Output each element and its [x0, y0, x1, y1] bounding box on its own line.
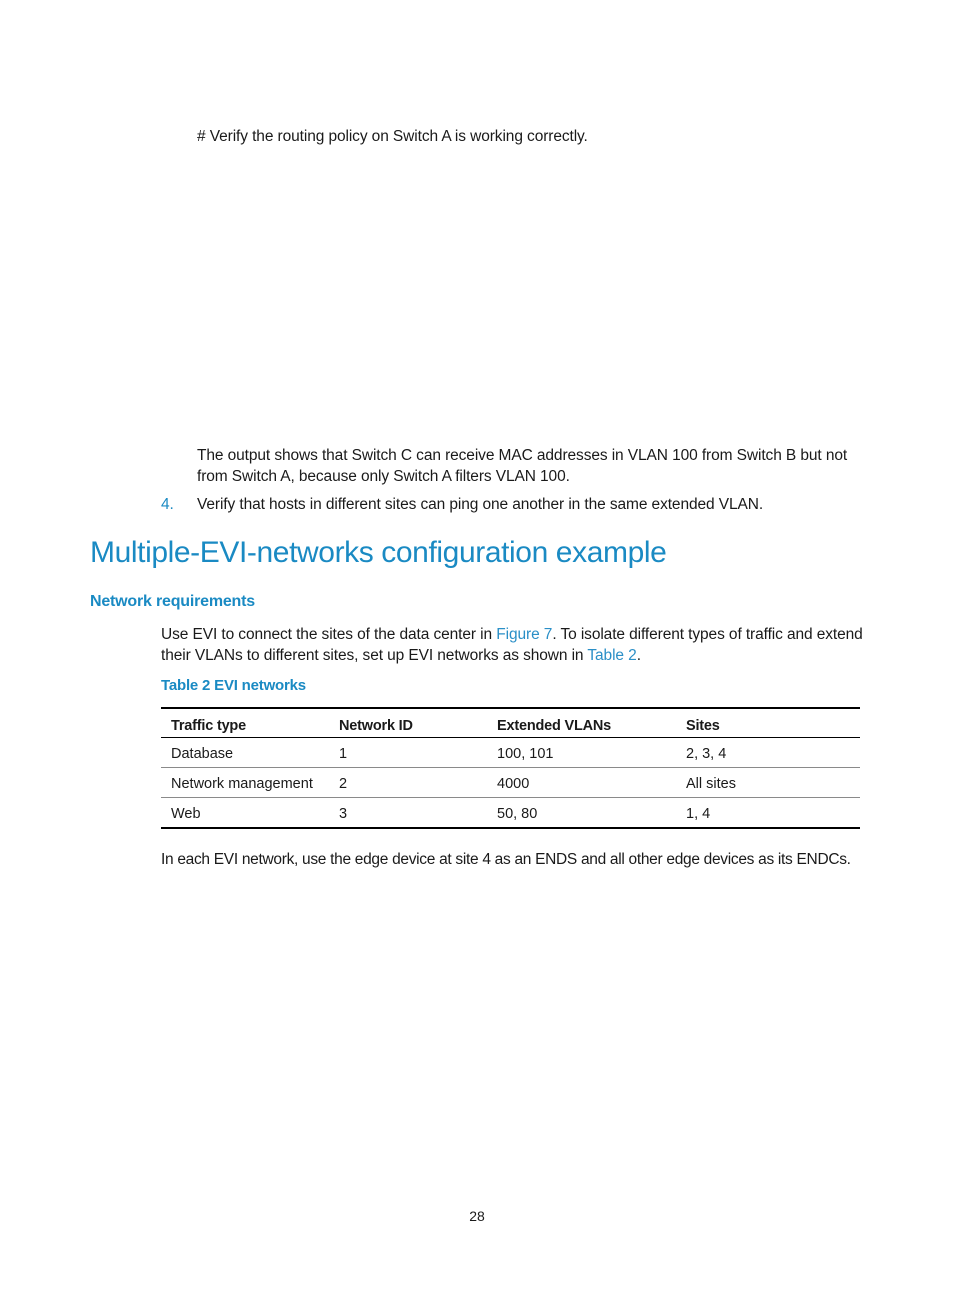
output-note-line-2: from Switch A, because only Switch A filters VLAN 100.	[197, 468, 570, 485]
requirements-text: .	[636, 647, 641, 664]
requirements-text: . To isolate different types of traffic and extend	[552, 626, 863, 643]
cell-network-id: 2	[329, 768, 487, 798]
table-link[interactable]: Table 2	[587, 647, 637, 664]
header-traffic-type: Traffic type	[161, 708, 329, 738]
figure-link[interactable]: Figure 7	[496, 626, 553, 643]
requirements-text: Use EVI to connect the sites of the data center in	[161, 626, 497, 643]
requirements-line-1	[161, 624, 871, 645]
step-text: Verify that hosts in different sites can ping one another in the same extended VLAN.	[197, 496, 764, 513]
table-row	[161, 768, 860, 798]
table-row	[161, 738, 860, 768]
section-heading: Multiple-EVI-networks configuration example	[90, 536, 667, 569]
cell-sites: 2, 3, 4	[676, 738, 860, 768]
cell-network-id: 3	[329, 798, 487, 829]
verify-comment: # Verify the routing policy on Switch A is working correctly.	[197, 128, 588, 145]
requirements-line-2	[161, 645, 871, 666]
step-4	[161, 494, 881, 515]
cell-traffic-type: Database	[161, 738, 329, 768]
header-sites: Sites	[676, 708, 860, 738]
step-number: 4.	[161, 496, 174, 513]
table-row	[161, 798, 860, 829]
cell-traffic-type: Web	[161, 798, 329, 829]
page-number: 28	[469, 1208, 485, 1224]
evi-networks-table	[161, 707, 860, 829]
cell-traffic-type: Network management	[161, 768, 329, 798]
output-note-line-1: The output shows that Switch C can receive MAC addresses in VLAN 100 from Switch B but not	[197, 447, 848, 464]
header-network-id: Network ID	[329, 708, 487, 738]
closing-paragraph: In each EVI network, use the edge device at site 4 as an ENDS and all other edge devices as its ENDCs.	[161, 851, 851, 868]
cell-sites: 1, 4	[676, 798, 860, 829]
header-extended-vlans: Extended VLANs	[487, 708, 676, 738]
evi-table-wrapper	[161, 707, 860, 829]
cell-extended-vlans: 4000	[487, 768, 676, 798]
table-caption: Table 2 EVI networks	[161, 677, 306, 694]
requirements-text: their VLANs to different sites, set up EVI networks as shown in	[161, 647, 588, 664]
output-note	[197, 445, 877, 487]
cell-network-id: 1	[329, 738, 487, 768]
cell-sites: All sites	[676, 768, 860, 798]
requirements-paragraph	[161, 624, 871, 666]
cell-extended-vlans: 100, 101	[487, 738, 676, 768]
subsection-heading: Network requirements	[90, 593, 255, 610]
table-header-row	[161, 708, 860, 738]
cell-extended-vlans: 50, 80	[487, 798, 676, 829]
